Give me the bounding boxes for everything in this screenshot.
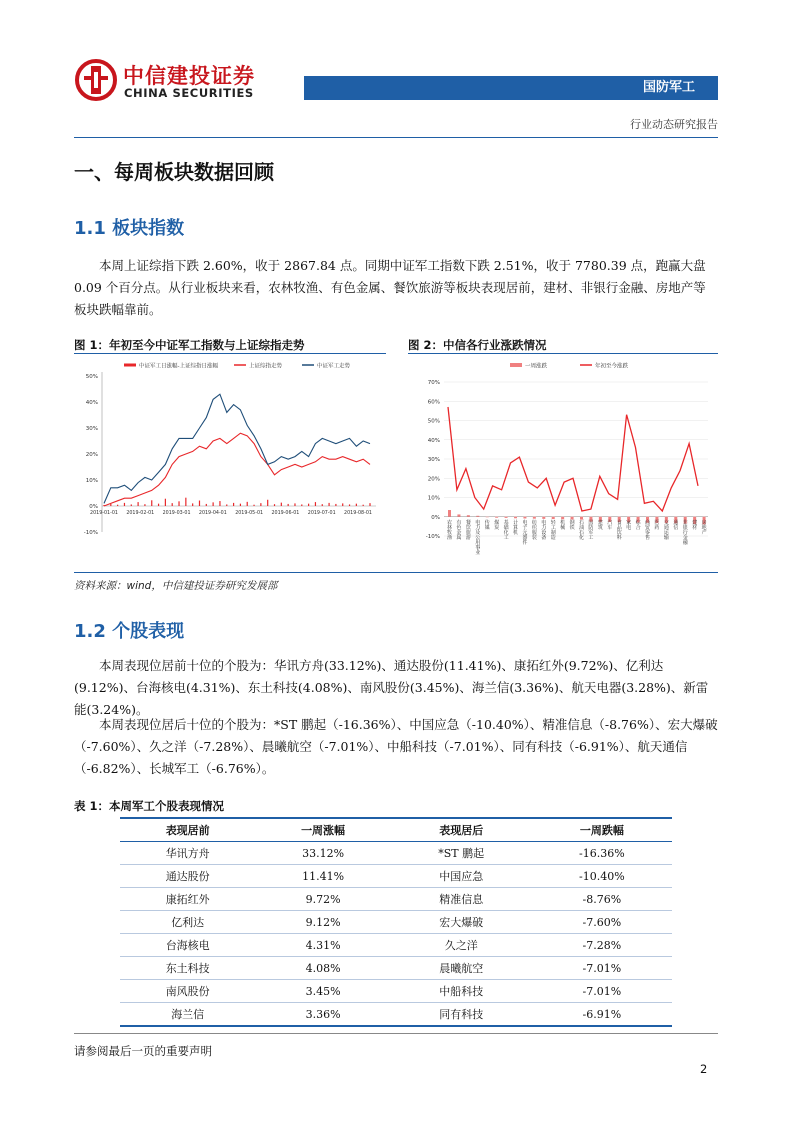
category-label: 电力设备 — [540, 519, 547, 540]
category-label: 基础化工 — [502, 519, 509, 540]
company-name-cn: 中信建投证券 — [123, 64, 255, 88]
table-cell: -7.60% — [532, 911, 672, 934]
diff-bar — [356, 504, 357, 506]
y-tick-label: 30% — [427, 457, 440, 463]
table-title: 表 1：本周军工个股表现情况 — [74, 799, 225, 813]
y-tick-label: 20% — [427, 476, 440, 483]
diff-bar — [294, 503, 295, 506]
category-label: 医药 — [653, 519, 660, 530]
diff-bar — [281, 503, 282, 506]
table-cell: -7.01% — [532, 957, 672, 980]
table-cell: 11.41% — [255, 865, 390, 888]
table-row — [120, 842, 672, 865]
diff-bar — [185, 498, 186, 506]
x-tick-label: 2019-06-01 — [271, 511, 300, 516]
diff-bar — [110, 504, 111, 506]
table-cell: 海兰信 — [120, 1003, 255, 1027]
category-label: 建材 — [691, 519, 698, 530]
y-tick-label: -10% — [425, 534, 440, 540]
table-row — [120, 934, 672, 957]
table-row — [120, 911, 672, 934]
figure2-rule — [408, 353, 718, 354]
legend-label: 中证军工走势 — [317, 363, 351, 370]
y-tick-label: 0% — [431, 514, 440, 521]
table-header: 一周涨幅 — [255, 818, 390, 842]
diff-bar — [308, 504, 309, 506]
table-cell: 东土科技 — [120, 957, 255, 980]
category-label: 农林牧渔 — [446, 519, 452, 540]
figure-bottom-rule — [74, 572, 718, 573]
table-cell: -6.91% — [532, 1003, 672, 1027]
weekly-change-bar — [457, 514, 460, 516]
x-tick-label: 2019-03-01 — [162, 511, 191, 516]
category-label: 家电 — [625, 519, 632, 530]
y-tick-label: 10% — [427, 495, 440, 502]
diff-bar — [144, 504, 145, 506]
industry-performance-chart — [408, 356, 718, 568]
category-label: 有色金属 — [455, 519, 462, 540]
diff-bar — [192, 503, 193, 506]
diff-bar — [315, 502, 316, 506]
table-cell: 中船科技 — [391, 980, 532, 1003]
diff-bar — [253, 505, 254, 506]
legend-label: 一周涨跌 — [525, 363, 548, 370]
y-tick-label: -10% — [83, 530, 98, 536]
category-label: 机械 — [559, 519, 566, 530]
diff-bar — [288, 504, 289, 506]
subsection-title-index: 1.1 板块指数 — [74, 218, 185, 239]
weekly-change-bar — [542, 517, 545, 519]
diff-bar — [328, 503, 329, 506]
category-label: 汽车 — [606, 519, 613, 530]
x-tick-label: 2019-04-01 — [198, 511, 227, 516]
category-label: 钢铁 — [568, 519, 575, 530]
table-header-row — [120, 818, 672, 842]
table-cell: 晨曦航空 — [391, 957, 532, 980]
diff-bar — [260, 503, 261, 506]
diff-bar — [151, 500, 152, 506]
diff-bar — [342, 503, 343, 506]
table-row — [120, 1003, 672, 1027]
x-tick-label: 2019-08-01 — [344, 511, 372, 516]
diff-bar — [206, 504, 207, 506]
table-cell: 4.08% — [255, 957, 390, 980]
y-tick-label: 40% — [427, 437, 440, 444]
subsection-title-stocks: 1.2 个股表现 — [74, 621, 185, 642]
category-label: 通信 — [672, 519, 679, 530]
table-cell: 南风股份 — [120, 980, 255, 1003]
y-tick-label: 40% — [85, 400, 98, 406]
table-header: 一周跌幅 — [532, 818, 672, 842]
y-tick-label: 0% — [89, 504, 98, 510]
category-label: 煤炭 — [493, 519, 500, 530]
category-label: 综合 — [634, 519, 641, 530]
weekly-change-bar — [448, 510, 451, 517]
table-cell: *ST 鹏起 — [391, 842, 532, 865]
diff-bar — [233, 503, 234, 506]
sector-tag: 国防军工 — [620, 76, 718, 100]
category-label: 纺织服装 — [530, 519, 537, 540]
footer-disclaimer: 请参阅最后一页的重要声明 — [74, 1044, 212, 1058]
top-stocks-paragraph: 本周表现位居前十位的个股为：华讯方舟(33.12%)、通达股份(11.41%)、康拓红外(9.72%)、亿利达(9.12%)、台海核电(4.31%)、东土科技(4.08%)、南风股份(3.45%)、海兰信(3.36%)、航天电器(3.28%)、新雷能(3.24%)。 — [74, 658, 709, 717]
category-label: 国防军工 — [587, 519, 594, 540]
y-tick-label: 10% — [85, 478, 98, 484]
category-label: 餐饮旅游 — [464, 519, 471, 540]
table-header: 表现居后 — [391, 818, 532, 842]
diff-bar — [274, 504, 275, 506]
table-cell: 9.72% — [255, 888, 390, 911]
series-line — [104, 394, 370, 503]
table-cell: -10.40% — [532, 865, 672, 888]
diff-bar — [165, 499, 166, 506]
diff-bar — [349, 504, 350, 506]
figure1-title: 图 1：年初至今中证军工指数与上证综指走势 — [74, 338, 305, 352]
category-label: 轻工制造 — [549, 519, 556, 540]
diff-bar — [199, 501, 200, 506]
category-label: 建筑 — [596, 519, 603, 530]
header-rule — [74, 137, 718, 138]
table-cell: 9.12% — [255, 911, 390, 934]
table-cell: 宏大爆破 — [391, 911, 532, 934]
table-row — [120, 888, 672, 911]
report-type: 行业动态研究报告 — [630, 118, 718, 131]
weekly-change-bar — [476, 516, 479, 517]
table-cell: 康拓红外 — [120, 888, 255, 911]
weekly-change-bar — [514, 517, 517, 519]
table-row — [120, 980, 672, 1003]
table-cell: 通达股份 — [120, 865, 255, 888]
china-securities-logo-icon — [74, 58, 118, 102]
category-label: 石油石化 — [578, 519, 584, 540]
table-cell: 久之洋 — [391, 934, 532, 957]
category-label: 食品饮料 — [615, 519, 622, 540]
weekly-change-bar — [533, 517, 536, 519]
table-cell: 华讯方舟 — [120, 842, 255, 865]
x-tick-label: 2019-01-01 — [90, 511, 118, 516]
category-label: 商贸零售 — [644, 519, 650, 540]
stock-performance-table — [120, 817, 672, 1027]
figure2-title: 图 2：中信各行业涨跌情况 — [408, 338, 547, 352]
legend-label: 中证军工日涨幅-上证综指日涨幅 — [139, 363, 218, 370]
category-label: 电力及公用事业 — [474, 519, 481, 555]
header-bar — [304, 76, 718, 100]
table-row — [120, 957, 672, 980]
military-index-vs-sse-chart — [74, 356, 386, 568]
weekly-change-bar — [467, 515, 470, 517]
diff-bar — [158, 504, 159, 506]
y-tick-label: 50% — [85, 374, 98, 380]
legend-swatch — [510, 363, 522, 367]
diff-bar — [178, 501, 179, 506]
page-number: 2 — [700, 1062, 708, 1076]
table-row — [120, 865, 672, 888]
diff-bar — [131, 504, 132, 506]
series-line — [104, 433, 370, 506]
table-cell: 4.31% — [255, 934, 390, 957]
diff-bar — [226, 504, 227, 506]
table-cell: 精准信息 — [391, 888, 532, 911]
figure1-rule — [74, 353, 386, 354]
footer-rule — [74, 1033, 718, 1034]
diff-bar — [138, 502, 139, 506]
x-tick-label: 2019-05-01 — [235, 511, 264, 516]
weekly-change-bar — [505, 517, 508, 518]
diff-bar — [213, 502, 214, 506]
table-header: 表现居前 — [120, 818, 255, 842]
company-name-en: CHINA SECURITIES — [124, 86, 254, 100]
diff-bar — [369, 503, 370, 506]
weekly-change-bar — [495, 517, 498, 518]
table-cell: 台海核电 — [120, 934, 255, 957]
category-label: 非银行金融 — [681, 519, 688, 545]
diff-bar — [363, 505, 364, 506]
table-cell: 33.12% — [255, 842, 390, 865]
table-cell: -16.36% — [532, 842, 672, 865]
index-paragraph: 本周上证综指下跌 2.60%，收于 2867.84 点。同期中证军工指数下跌 2.51%，收于 7780.39 点，跑赢大盘 0.09 个百分点。从行业板块来看，农林牧渔、有色金属、餐饮旅游等板块表现居前，建材、非银行金融、房地产等板块跌幅靠前。 — [74, 258, 706, 317]
bottom-stocks-paragraph: 本周表现位居后十位的个股为：*ST 鹏起（-16.36%）、中国应急（-10.40%）、精准信息（-8.76%）、宏大爆破（-7.60%）、久之洋（-7.28%）、晨曦航空（-7.01%）、中船科技（-7.01%）、同有科技（-6.91%）、航天通信（-6.82%）、长城军工（-6.76%）。 — [74, 717, 718, 776]
category-label: 房地产 — [700, 519, 707, 535]
section-title: 一、每周板块数据回顾 — [74, 160, 274, 184]
table-cell: 中国应急 — [391, 865, 532, 888]
diff-bar — [124, 503, 125, 506]
diff-bar — [335, 504, 336, 506]
source-note: 资料来源：wind，中信建投证券研究发展部 — [74, 580, 278, 592]
table-cell: -8.76% — [532, 888, 672, 911]
y-tick-label: 30% — [85, 426, 98, 432]
table-cell: 亿利达 — [120, 911, 255, 934]
weekly-change-bar — [552, 517, 555, 519]
diff-bar — [219, 501, 220, 506]
diff-bar — [247, 502, 248, 506]
diff-bar — [117, 505, 118, 506]
category-label: 传媒 — [483, 519, 490, 530]
legend-label: 年初至今涨跌 — [595, 363, 629, 370]
y-tick-label: 60% — [427, 399, 440, 406]
diff-bar — [267, 500, 268, 506]
table-cell: 3.36% — [255, 1003, 390, 1027]
diff-bar — [301, 504, 302, 506]
weekly-change-bar — [486, 517, 489, 518]
table-cell: 3.45% — [255, 980, 390, 1003]
table-cell: -7.01% — [532, 980, 672, 1003]
y-tick-label: 70% — [427, 380, 440, 386]
x-tick-label: 2019-02-01 — [126, 511, 155, 516]
table-cell: -7.28% — [532, 934, 672, 957]
table-cell: 同有科技 — [391, 1003, 532, 1027]
y-tick-label: 20% — [85, 452, 98, 458]
legend-label: 上证综指走势 — [249, 363, 283, 370]
y-tick-label: 50% — [427, 418, 440, 425]
x-tick-label: 2019-07-01 — [307, 511, 336, 516]
diff-bar — [172, 503, 173, 506]
diff-bar — [240, 504, 241, 506]
category-label: 计算机 — [512, 519, 518, 535]
category-label: 电子元器件 — [521, 519, 528, 545]
weekly-change-bar — [523, 517, 526, 519]
diff-bar — [322, 504, 323, 506]
category-label: 交通运输 — [662, 519, 669, 540]
